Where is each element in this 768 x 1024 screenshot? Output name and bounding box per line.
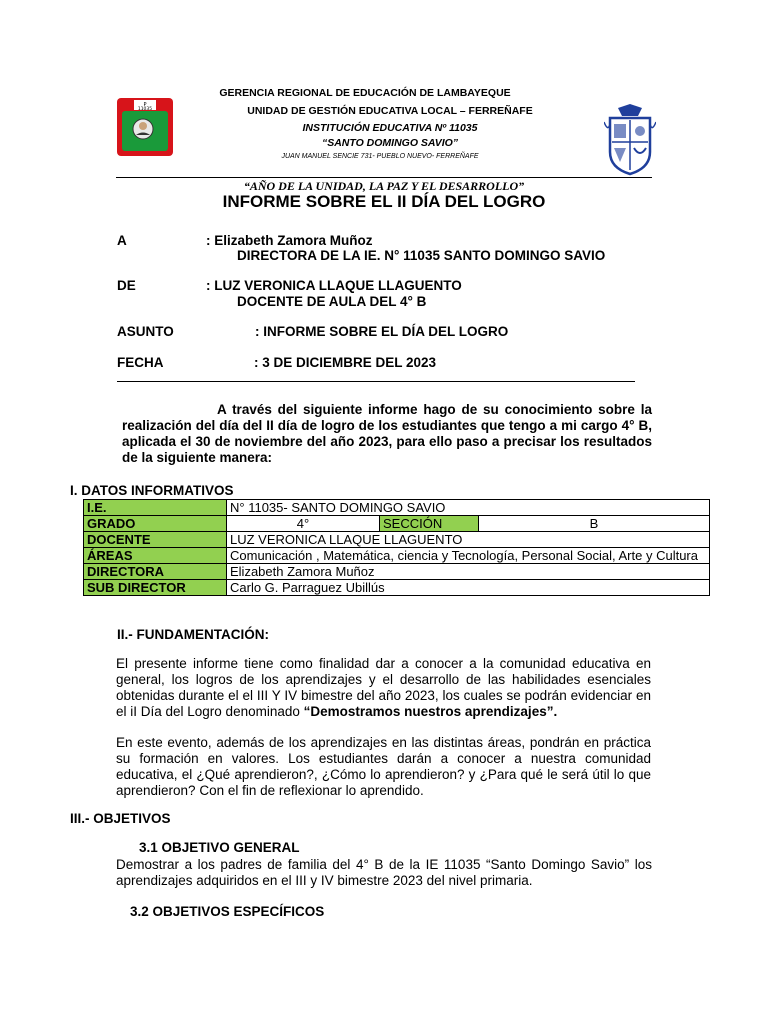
header-gerencia: GERENCIA REGIONAL DE EDUCACIÓN DE LAMBAYEQUE (219, 87, 511, 99)
intro-paragraph: A través del siguiente informe hago de su conocimiento sobre la realización del día del II día de logro de los estudiantes que tengo a mi cargo 4° B, aplicada el 30 de noviembre del año 2023, para ello paso a precisar los resultados de la siguiente manera: (122, 402, 652, 465)
section-fundamentacion-title: II.- FUNDAMENTACIÓN: (117, 627, 269, 642)
header-address: JUAN MANUEL SENCIE 731- PUEBLO NUEVO- FERREÑAFE (281, 153, 479, 160)
coat-of-arms-logo (604, 102, 656, 178)
memo-de-label: DE (117, 278, 136, 293)
header-divider (116, 177, 652, 178)
fundamentacion-text: El presente informe tiene como finalidad dar a conocer a la comunidad educativa en general, los logros de los aprendizajes y el desarrollo de las habilidades esenciales obtenidas durante el el III Y IV bimestre del año 2023, los cuales se podrán evidenciar en el iI Día del Logro denominado (116, 656, 651, 719)
grado-label: GRADO (84, 516, 227, 532)
header-institucion: INSTITUCIÓN EDUCATIVA Nº 11035 (302, 122, 478, 134)
grado-value: 4° (227, 516, 380, 532)
directora-label: DIRECTORA (84, 564, 227, 580)
memo-fecha-value: : 3 DE DICIEMBRE DEL 2023 (254, 355, 437, 370)
table-row (84, 500, 710, 516)
event-name: “Demostramos nuestros aprendizajes”. (303, 704, 558, 719)
memo-de-value: : LUZ VERONICA LLAQUE LLAGUENTO (206, 278, 462, 293)
header-ugel: UNIDAD DE GESTIÓN EDUCATIVA LOCAL – FERREÑAFE (247, 105, 533, 117)
memo-a-value2: DIRECTORA DE LA IE. N° 11035 SANTO DOMINGO SAVIO (237, 248, 606, 263)
subdirector-value: Carlo G. Parraguez Ubillús (227, 580, 710, 596)
docente-label: DOCENTE (84, 532, 227, 548)
school-logo (116, 97, 174, 157)
areas-value: Comunicación , Matemática, ciencia y Tecnología, Personal Social, Arte y Cultura (227, 548, 710, 564)
memo-fecha-label: FECHA (117, 355, 164, 370)
memo-a-label: A (117, 233, 127, 248)
table-row (84, 516, 710, 532)
subdirector-label: SUB DIRECTOR (84, 580, 227, 596)
objetivo-general-text: Demostrar a los padres de familia del 4° B de la IE 11035 “Santo Domingo Savio” los aprendizajes adquiridos en el III y IV bimestre 2023 del nivel primaria. (116, 857, 652, 888)
section-datos-title: I. DATOS INFORMATIVOS (70, 483, 234, 498)
table-row (84, 548, 710, 564)
table-row (84, 532, 710, 548)
directora-value: Elizabeth Zamora Muñoz (227, 564, 710, 580)
section-objetivos-title: III.- OBJETIVOS (70, 811, 171, 826)
svg-text:P: P (143, 102, 147, 108)
memo-asunto-label: ASUNTO (117, 324, 174, 339)
fundamentacion-paragraph-2: En este evento, además de los aprendizajes en las distintas áreas, pondrán en práctica su formación en valores. Los estudiantes darán a conocer a nuestra comunidad educativa, el ¿Qué aprendieron?, ¿Cómo lo aprendieron? y ¿Para qué le será útil lo que aprendieron? Con el fin de reflexionar lo aprendido. (116, 735, 651, 798)
memo-asunto-value: : INFORME SOBRE EL DÍA DEL LOGRO (255, 324, 509, 339)
areas-label: ÁREAS (84, 548, 227, 564)
objetivo-general-title: 3.1 OBJETIVO GENERAL (139, 840, 300, 855)
memo-de-value2: DOCENTE DE AULA DEL 4° B (237, 294, 427, 309)
year-motto: “AÑO DE LA UNIDAD, LA PAZ Y EL DESARROLLO” (243, 179, 525, 193)
seccion-label: SECCIÓN (380, 516, 479, 532)
objetivos-especificos-title: 3.2 OBJETIVOS ESPECÍFICOS (130, 904, 325, 919)
seccion-value: B (479, 516, 710, 532)
table-row (84, 564, 710, 580)
document-title: INFORME SOBRE EL II DÍA DEL LOGRO (222, 192, 546, 211)
docente-value: LUZ VERONICA LLAQUE LLAGUENTO (227, 532, 710, 548)
svg-text:11035: 11035 (137, 107, 153, 112)
memo-separator-line (117, 381, 635, 382)
fundamentacion-paragraph-1 (116, 656, 651, 720)
ie-value: N° 11035- SANTO DOMINGO SAVIO (227, 500, 710, 516)
datos-informativos-table (83, 499, 710, 596)
table-row (84, 580, 710, 596)
memo-a-value: : Elizabeth Zamora Muñoz (206, 233, 373, 248)
ie-label: I.E. (84, 500, 227, 516)
header-school-name: “SANTO DOMINGO SAVIO” (321, 137, 459, 149)
